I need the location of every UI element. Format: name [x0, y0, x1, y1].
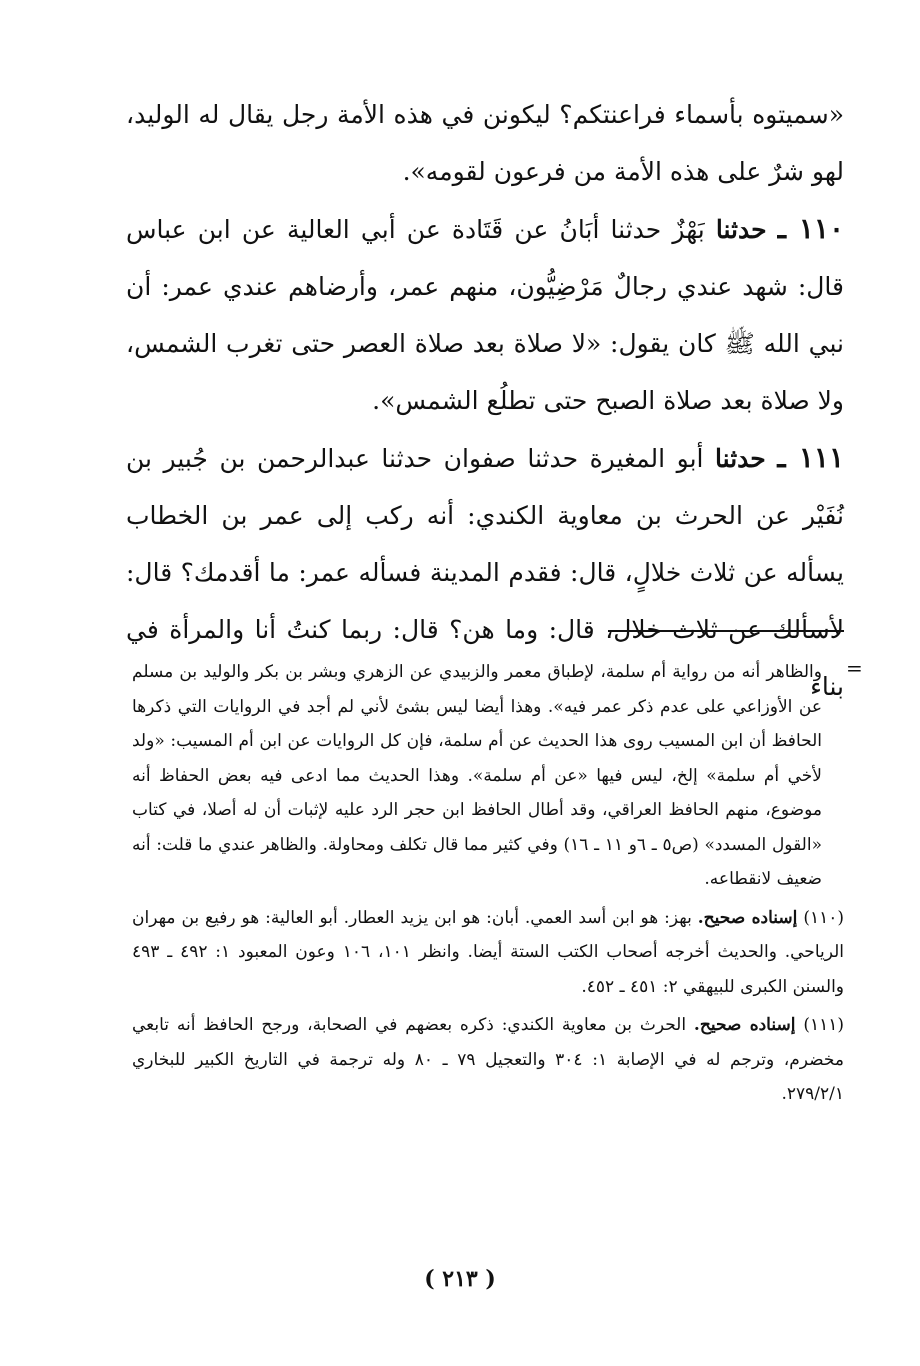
footnote-lead: إسناده صحيح.	[697, 907, 798, 928]
hadith-text: بَهْزٌ حدثنا أبَانُ عن قَتَادة عن أبي العالية عن ابن عباس قال: شهد عندي رجالٌ مَرْضِيُّون، منهم عمر، وأرضاهم عندي عمر: أن نبي الله ﷺ كان يقول: «لا صلاة بعد صلاة العصر حتى تغرب الشمس، ولا صلاة بعد صلاة الصبح حتى تطلُع الشمس».	[126, 215, 844, 415]
hadith-110	[126, 200, 844, 429]
hadith-lead: حدثنا	[715, 215, 767, 244]
continuation-mark: =	[846, 656, 863, 680]
footnote-continuation: والظاهر أنه من رواية أم سلمة، لإطباق معمر والزبيدي عن الزهري وبشر بن بكر والوليد بن مسلم عن الأوزاعي على عدم ذكر عمر فيه». وهذا أيضا ليس بشئ لأني لم أجد في الروايات التي ذكرها الحافظ أن ابن المسيب روى هذا الحديث عن أم سلمة، فإن كل الروايات عن ابن أم المسيب: «ولد لأخي أم سلمة» إلخ، ليس فيها «عن أم سلمة». وهذا الحديث مما ادعى فيه بعض الحفاظ أنه موضوع، منهم الحافظ العراقي، وقد أطال الحافظ ابن حجر الرد عليه لإثبات أن له أصلا، في كتاب «القول المسدد» (ص٥ ـ ٦و ١١ ـ ١٦) وفي كثير مما قال تكلف ومحاولة. والظاهر عندي ما قلت: أنه ضعيف لانقطاعه.	[132, 662, 823, 889]
page-number: ( ٢١٣ )	[424, 1266, 496, 1292]
hadith-text: أبو المغيرة حدثنا صفوان حدثنا عبدالرحمن بن جُبير بن نُفَيْر عن الحرث بن معاوية الكندي: أنه ركب إلى عمر بن الخطاب يسأله عن ثلاث خلالٍ، قال: فقدم المدينة فسأله عمر: ما أقدمك؟ قال: لأسألك عن ثلاث خلال، قال: وما هن؟ قال: ربما كنتُ أنا والمرأة في بناء	[126, 444, 844, 701]
hadith-number: ١١٠ ـ	[777, 212, 844, 245]
main-text	[126, 86, 844, 715]
paragraph-continuation: «سميتوه بأسماء فراعنتكم؟ ليكونن في هذه الأمة رجل يقال له الوليد، لهو شرٌ على هذه الأمة من فرعون لقومه».	[126, 100, 844, 186]
footnote-number: (١١٠)	[803, 907, 845, 928]
footnote-lead: إسناده صحيح.	[693, 1015, 796, 1035]
footnote-111	[132, 1008, 844, 1112]
hadith-lead: حدثنا	[715, 444, 766, 473]
footnote-text: بهز: هو ابن أسد العمي. أبان: هو ابن يزيد العطار. أبو العالية: هو رفيع بن مهران الرياحي. والحديث أخرجه أصحاب الكتب الستة أيضا. وانظر ١٠١، ١٠٦ وعون المعبود ١: ٤٩٢ ـ ٤٩٣ والسنن الكبرى للبيهقي ٢: ٤٥١ ـ ٤٥٢.	[132, 907, 845, 997]
hadith-number: ١١١ ـ	[777, 441, 844, 474]
footnote-number: (١١١)	[803, 1015, 844, 1035]
footnotes	[132, 655, 844, 1112]
footnote-110	[132, 901, 844, 1005]
footnote-divider	[608, 630, 844, 632]
footnote-text: الحرث بن معاوية الكندي: ذكره بعضهم في الصحابة، ورجح الحافظ أنه تابعي مخضرم، وترجم له في الإصابة ١: ٣٠٤ والتعجيل ٧٩ ـ ٨٠ وله ترجمة في التاريخ الكبير للبخاري ٢٧٩/٢/١.	[132, 1015, 844, 1104]
